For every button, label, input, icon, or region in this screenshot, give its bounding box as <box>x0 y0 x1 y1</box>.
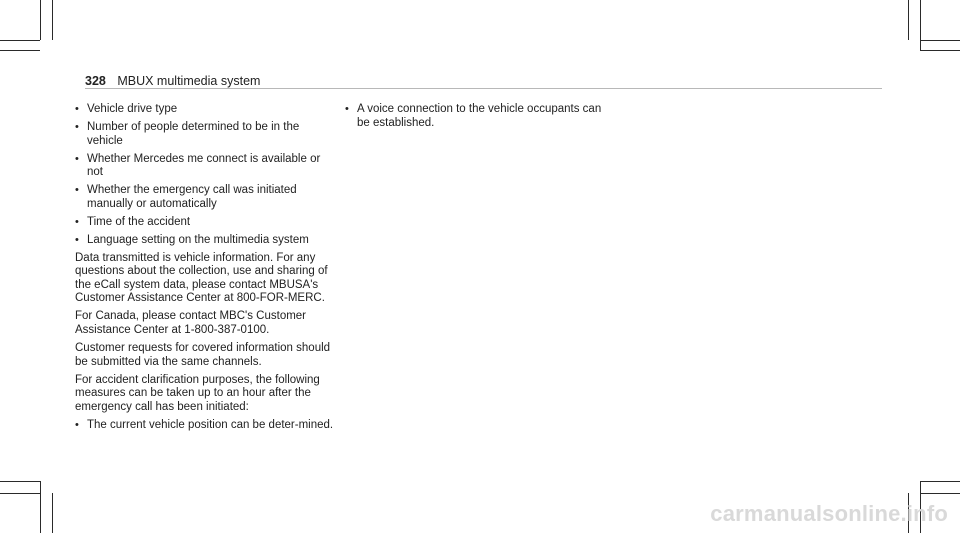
list-item: • The current vehicle position can be deter-mined. <box>75 419 337 433</box>
bullet-list <box>345 103 615 130</box>
crop-mark <box>920 40 960 41</box>
crop-mark <box>920 50 960 51</box>
crop-mark <box>0 493 40 494</box>
page-number: 328 <box>85 74 106 88</box>
header-rule <box>85 88 882 89</box>
left-column <box>75 103 337 437</box>
paragraph: Data transmitted is vehicle information. For any questions about the collection, use and sharing of the eCall system data, please contact MBUSA's Customer Assistance Center at 800-FOR-MERC. <box>75 251 328 305</box>
list-item: • Whether Mercedes me connect is available or not <box>75 153 337 180</box>
right-column <box>345 103 615 135</box>
list-item: • Whether the emergency call was initiated manually or automatically <box>75 184 337 211</box>
crop-mark <box>0 481 40 482</box>
crop-mark <box>920 493 960 494</box>
watermark: carmanualsonline.info <box>710 501 948 526</box>
list-item: • Vehicle drive type <box>75 103 337 117</box>
crop-mark <box>40 0 41 40</box>
crop-mark <box>52 493 53 533</box>
section-title: MBUX multimedia system <box>117 74 261 88</box>
list-item: • Language setting on the multimedia system <box>75 234 337 248</box>
list-item: • Number of people determined to be in the vehicle <box>75 121 337 148</box>
list-item: • Time of the accident <box>75 216 337 230</box>
page-header <box>85 74 260 88</box>
paragraph: For accident clarification purposes, the following measures can be taken up to an hour after the emergency call has been initiated: <box>75 373 320 413</box>
paragraph: For Canada, please contact MBC's Customer Assistance Center at 1-800-387-0100. <box>75 310 307 337</box>
crop-mark <box>40 481 41 533</box>
bullet-list <box>75 419 337 433</box>
paragraph: Customer requests for covered information should be submitted via the same channels. <box>75 342 331 368</box>
crop-mark <box>908 0 909 40</box>
crop-mark <box>52 0 53 40</box>
crop-mark <box>0 40 40 41</box>
crop-mark <box>0 50 40 51</box>
crop-mark <box>920 0 921 50</box>
bullet-list <box>75 103 337 247</box>
list-item: • A voice connection to the vehicle occupants can be established. <box>345 103 615 130</box>
crop-mark <box>920 481 960 482</box>
